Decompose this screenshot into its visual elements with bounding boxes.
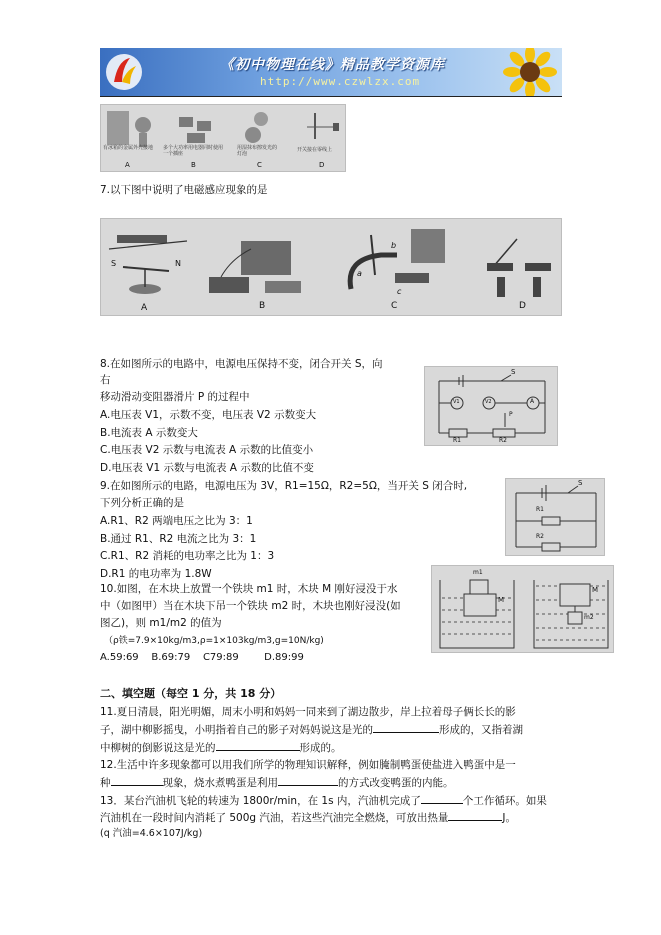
q12-line2-text-a: 种	[100, 777, 111, 789]
q8-mark-r2: R2	[499, 437, 507, 444]
q7-mark-b: b	[391, 241, 397, 250]
q10-mark-m-right: M	[592, 586, 599, 594]
banner-title: 《初中物理在线》精品教学资源库	[220, 57, 445, 73]
q12-blank-1[interactable]	[111, 774, 163, 786]
q8-stem-line3: 移动滑动变阻器滑片 P 的过程中	[100, 391, 250, 403]
q8-mark-s: S	[511, 368, 516, 376]
q13-line3: (q 汽油=4.6×107J/kg)	[100, 828, 203, 839]
q13-line1	[100, 792, 547, 809]
q10-buoyancy-figure	[431, 565, 614, 653]
q7-mark-c: c	[397, 287, 402, 296]
banner-url[interactable]: http://www.czwlzx.com	[260, 75, 421, 88]
safety-caption-c: 用湿抹布擦发光的灯泡	[237, 145, 278, 157]
q9-option-d: D.R1 的电功率为 1.8W	[100, 568, 212, 580]
q9-option-b: B.通过 R1、R2 电流之比为 3：1	[100, 533, 257, 545]
q10-buoyancy-drawing	[432, 566, 615, 654]
q13-line2-text-a: 汽油机在一段时间内消耗了 500g 汽油，若这些汽油完全燃烧，可放出热量	[100, 812, 449, 824]
q8-mark-a: A	[530, 398, 535, 405]
q12-line1: 12.生活中许多现象都可以用我们所学的物理知识解释，例如腌制鸭蛋使盐进入鸭蛋中是一	[100, 759, 516, 771]
q9-mark-s: S	[578, 479, 583, 487]
q10-options: A.59:69 B.69:79 C79:89 D.89:99	[100, 652, 304, 663]
q13-blank-1[interactable]	[421, 792, 463, 804]
q9-mark-r1: R1	[536, 506, 544, 513]
q13-blank-2[interactable]	[448, 809, 502, 821]
q11-line3	[100, 739, 342, 756]
q8-circuit-figure	[424, 366, 558, 446]
q8-circuit-drawing	[425, 367, 559, 447]
safety-caption-a: 有冰箱的金属外壳接地	[103, 145, 154, 151]
q9-circuit-drawing	[506, 479, 606, 557]
section-title-fill-in: 二、填空题（每空 1 分，共 18 分）	[100, 687, 282, 700]
q8-mark-v2: V2	[485, 399, 492, 405]
q9-mark-r2: R2	[536, 533, 544, 540]
safety-letter-a: A	[125, 161, 130, 169]
q7-figure-drawing	[101, 219, 563, 317]
q7-mark-n: N	[175, 259, 181, 268]
q11-line3-text-b: 形成的。	[299, 742, 342, 754]
q10-mark-m2: m2	[584, 614, 594, 621]
q11-line3-text-a: 中柳树的倒影说这是光的	[100, 742, 216, 754]
q11-line2-text-b: 形成的，又指着湖	[439, 724, 523, 736]
q7-label-a: A	[141, 303, 148, 313]
q13-line1-text-a: 13．某台汽油机飞轮的转速为 1800r/min，在 1s 内，汽油机完成了	[100, 795, 421, 807]
q12-blank-2[interactable]	[278, 774, 338, 786]
q11-line1: 11.夏日清晨，阳光明媚，周末小明和妈妈一同来到了湖边散步，岸上拉着母子俩长长的影	[100, 706, 516, 718]
q13-line2	[100, 809, 516, 826]
q12-line2	[100, 774, 454, 791]
q7-mark-s: S	[111, 259, 117, 268]
q10-stem-line3: 图乙)，则 m1/m2 的值为	[100, 617, 222, 629]
safety-letter-d: D	[319, 161, 325, 169]
header-rule	[100, 96, 562, 97]
safety-letter-c: C	[257, 161, 262, 169]
q7-figure	[100, 218, 562, 316]
safety-figure	[100, 104, 346, 172]
q12-line2-text-c: 的方式改变鸭蛋的内能。	[338, 777, 454, 789]
safety-caption-b: 多个大功率用电器同时使用一个插座	[163, 145, 224, 157]
q8-stem-line1: 8.在如图所示的电路中，电源电压保持不变，闭合开关 S，向	[100, 358, 383, 370]
q9-stem-line2: 下列分析正确的是	[100, 497, 184, 509]
q8-mark-v1: V1	[453, 399, 460, 405]
q13-line1-text-b: 个工作循环。如果	[462, 795, 547, 807]
q7-mark-a: a	[357, 269, 362, 278]
safety-caption-d: 开关接在零线上	[297, 147, 333, 153]
q8-option-b: B.电流表 A 示数变大	[100, 427, 198, 439]
q11-blank-2[interactable]	[216, 739, 300, 751]
q9-stem-line1: 9.在如图所示的电路，电源电压为 3V，R1=15Ω，R2=5Ω，当开关 S 闭合时,	[100, 480, 468, 492]
q8-option-d: D.电压表 V1 示数与电流表 A 示数的比值不变	[100, 462, 314, 474]
q10-given-values: （ρ铁=7.9×10kg/m3,ρ=1×103kg/m3,g=10N/kg)	[104, 636, 324, 646]
q8-mark-p: P	[509, 411, 513, 418]
q7-stem: 7.以下图中说明了电磁感应现象的是	[100, 184, 268, 196]
q11-line2-text-a: 子，湖中柳影摇曳，小明指着自己的影子对妈妈说这是光的	[100, 724, 373, 736]
q10-stem-line2: 中（如图甲）当在木块下吊一个铁块 m2 时，木块也刚好浸没(如	[100, 600, 401, 612]
site-logo-icon	[104, 52, 144, 92]
q7-label-d: D	[519, 301, 526, 311]
q11-line2	[100, 721, 523, 738]
q8-mark-r1: R1	[453, 437, 461, 444]
q11-blank-1[interactable]	[373, 721, 439, 733]
q9-circuit-figure	[505, 478, 605, 556]
safety-letter-b: B	[191, 161, 196, 169]
q8-option-c: C.电压表 V2 示数与电流表 A 示数的比值变小	[100, 444, 314, 456]
q7-label-b: B	[259, 301, 266, 311]
q8-option-a: A.电压表 V1，示数不变，电压表 V2 示数变大	[100, 409, 317, 421]
q8-stem-line2: 右	[100, 374, 111, 386]
q9-option-c: C.R1、R2 消耗的电功率之比为 1：3	[100, 550, 275, 562]
q12-line2-text-b: 现象，烧水煮鸭蛋是利用	[162, 777, 278, 789]
q9-option-a: A.R1、R2 两端电压之比为 3：1	[100, 515, 253, 527]
q13-line2-text-b: J。	[502, 812, 516, 824]
header-banner	[100, 48, 562, 96]
q10-stem-line1: 10.如图，在木块上放置一个铁块 m1 时，木块 M 刚好浸没于水	[100, 583, 398, 595]
sunflower-icon	[480, 48, 562, 96]
q7-label-c: C	[391, 301, 398, 311]
q10-mark-m-left: M	[498, 596, 505, 604]
safety-figure-drawing	[101, 105, 347, 173]
q10-mark-m1: m1	[473, 569, 483, 576]
